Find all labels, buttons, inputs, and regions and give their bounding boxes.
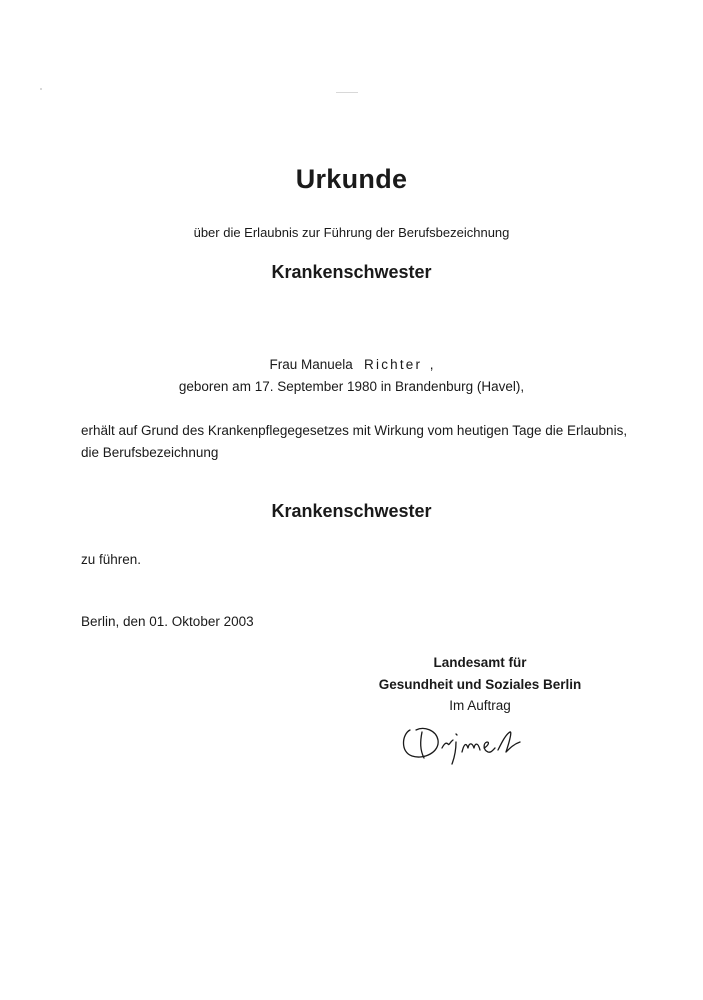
signature xyxy=(398,712,548,772)
authority-line-1: Landesamt für xyxy=(433,655,527,670)
grant-text-line-2: die Berufsbezeichnung xyxy=(81,445,219,460)
grant-text-line-1: erhält auf Grund des Krankenpflegegesetzes mit Wirkung vom heutigen Tage die Erlaubnis, xyxy=(81,423,628,438)
scan-speck xyxy=(40,88,42,90)
on-behalf-label: Im Auftrag xyxy=(449,698,511,713)
birth-line: geboren am 17. September 1980 in Brandenburg (Havel), xyxy=(178,379,525,394)
surname: Richter xyxy=(364,357,423,372)
scan-speck xyxy=(336,92,358,93)
holder-name-line xyxy=(0,357,703,372)
profession-title: Krankenschwester xyxy=(271,262,432,282)
closing-text: zu führen. xyxy=(81,552,142,567)
place-date: Berlin, den 01. Oktober 2003 xyxy=(81,614,254,629)
profession-title-repeat: Krankenschwester xyxy=(271,501,432,521)
document-subtitle: über die Erlaubnis zur Führung der Berufsbezeichnung xyxy=(193,225,510,240)
document-title: Urkunde xyxy=(295,164,408,194)
name-suffix: , xyxy=(429,357,434,372)
authority-line-2: Gesundheit und Soziales Berlin xyxy=(378,677,582,692)
salutation: Frau Manuela xyxy=(269,357,353,372)
